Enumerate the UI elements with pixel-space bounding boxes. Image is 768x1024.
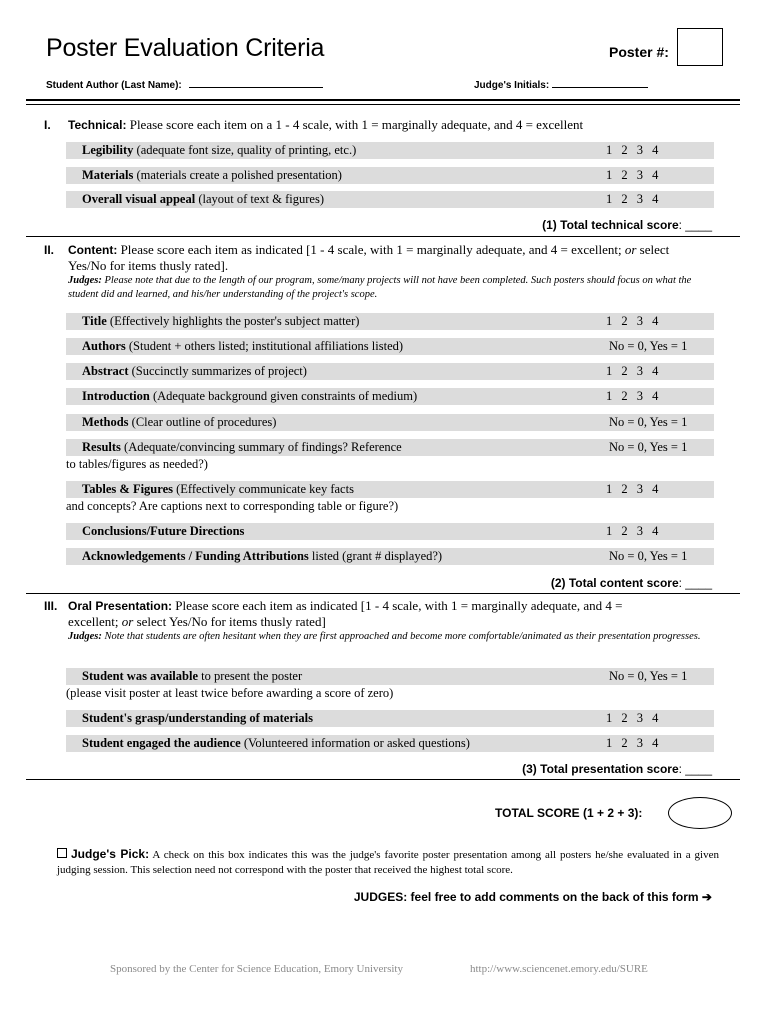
section-label: Content:: [68, 243, 118, 257]
judge-initials-blank[interactable]: [552, 77, 648, 88]
content-total[interactable]: (2) Total content score: ____: [550, 576, 712, 590]
student-author-label: Student Author (Last Name):: [46, 80, 182, 91]
grand-total-oval[interactable]: [668, 797, 732, 829]
criterion-introduction: Introduction (Adequate background given constraints of medium): [82, 389, 418, 403]
criterion-authors: Authors (Student + others listed; institutional affiliations listed): [82, 339, 404, 353]
criterion-abstract: Abstract (Succinctly summarizes of project): [82, 364, 307, 378]
footer-url[interactable]: http://www.sciencenet.emory.edu/SURE: [470, 963, 648, 975]
header-divider-1: [26, 99, 740, 101]
score-scale[interactable]: 1 2 3 4: [606, 389, 659, 403]
score-yes-no[interactable]: No = 0, Yes = 1: [609, 669, 688, 683]
judge-initials-field: [474, 77, 648, 91]
grand-total-label: TOTAL SCORE (1 + 2 + 3):: [495, 806, 643, 820]
section-number: III.: [44, 599, 58, 613]
criterion-title: Title (Effectively highlights the poster's subject matter): [82, 314, 360, 328]
criterion-conclusions: Conclusions/Future Directions: [82, 524, 245, 538]
section-label: Technical:: [68, 118, 127, 132]
criterion-legibility: Legibility (adequate font size, quality of printing, etc.): [82, 143, 357, 157]
technical-total[interactable]: (1) Total technical score: ____: [542, 218, 712, 232]
technical-section-header: [44, 117, 714, 133]
oral-judges-note: Judges: Note that students are often hesitant when they are first approached and become more comfortable/animated as their presentation progresses.: [68, 631, 701, 642]
content-section-header: II. Content: Please score each item as indicated [1 - 4 scale, with 1 = marginally adequate, and 4 = excellent; or select Yes/No for items thusly rated].: [44, 242, 670, 273]
judges-pick-label: Judge's Pick:: [71, 847, 150, 861]
criterion-student-available: Student was available to present the poster (please visit poster at least twice before awarding a score of zero): [66, 669, 394, 700]
criterion-visual-appeal: Overall visual appeal (layout of text & figures): [82, 192, 324, 206]
section-instructions: Please score each item on a 1 - 4 scale, with 1 = marginally adequate, and 4 = excellent: [129, 117, 584, 132]
score-scale[interactable]: 1 2 3 4: [606, 143, 659, 157]
judges-pick-text: A check on this box indicates this was the judge's favorite poster presentation among all posters he/she evaluated in a given judging session. This selection need not correspond with the poster that received the highest total score.: [57, 849, 719, 876]
section-number: II.: [44, 243, 55, 257]
criterion-results: Results (Adequate/convincing summary of findings? Reference to tables/figures as needed?): [66, 440, 402, 471]
section-divider: [26, 779, 740, 780]
score-yes-no[interactable]: No = 0, Yes = 1: [609, 549, 688, 563]
section-label: Oral Presentation:: [68, 599, 173, 613]
section-divider: [26, 236, 740, 237]
score-scale[interactable]: 1 2 3 4: [606, 192, 659, 206]
score-yes-no[interactable]: No = 0, Yes = 1: [609, 440, 688, 454]
poster-number-box[interactable]: [677, 28, 723, 66]
judges-pick: [57, 847, 719, 878]
section-number: I.: [44, 118, 51, 132]
judge-initials-label: Judge's Initials:: [474, 80, 550, 91]
score-scale[interactable]: 1 2 3 4: [606, 364, 659, 378]
score-scale[interactable]: 1 2 3 4: [606, 736, 659, 750]
oral-total[interactable]: (3) Total presentation score: ____: [522, 762, 712, 776]
score-scale[interactable]: 1 2 3 4: [606, 711, 659, 725]
section-divider: [26, 593, 740, 594]
judges-comment-note: JUDGES: feel free to add comments on the back of this form ➔: [353, 890, 712, 904]
score-scale[interactable]: 1 2 3 4: [606, 482, 659, 496]
score-yes-no[interactable]: No = 0, Yes = 1: [609, 339, 688, 353]
score-scale[interactable]: 1 2 3 4: [606, 524, 659, 538]
criterion-grasp: Student's grasp/understanding of materials: [82, 711, 313, 725]
footer-sponsor: Sponsored by the Center for Science Education, Emory University: [110, 963, 403, 975]
criterion-acknowledgements: Acknowledgements / Funding Attributions listed (grant # displayed?): [82, 549, 443, 563]
student-author-blank[interactable]: [189, 77, 323, 88]
header-divider-2: [26, 104, 740, 105]
poster-number-label: Poster #:: [609, 44, 669, 60]
score-scale[interactable]: 1 2 3 4: [606, 168, 659, 182]
score-yes-no[interactable]: No = 0, Yes = 1: [609, 415, 688, 429]
student-author-field: [46, 77, 323, 91]
content-judges-note: Judges: Please note that due to the length of our program, some/many projects will not have been completed. Such posters should focus on what the student did and learned, and his/her understanding of the project's scope.: [68, 275, 692, 300]
judges-pick-checkbox[interactable]: [57, 848, 67, 858]
criterion-methods: Methods (Clear outline of procedures): [82, 415, 277, 429]
page-title: Poster Evaluation Criteria: [46, 34, 325, 62]
score-scale[interactable]: 1 2 3 4: [606, 314, 659, 328]
oral-section-header: III. Oral Presentation: Please score each item as indicated [1 - 4 scale, with 1 = marginally adequate, and 4 = excellent; or select Yes/No for items thusly rated]: [44, 598, 623, 629]
criterion-materials: Materials (materials create a polished presentation): [82, 168, 342, 182]
criterion-engaged-audience: Student engaged the audience (Volunteered information or asked questions): [82, 736, 470, 750]
criterion-tables-figures: Tables & Figures (Effectively communicate key facts and concepts? Are captions next to corresponding table or figure?): [66, 482, 399, 513]
